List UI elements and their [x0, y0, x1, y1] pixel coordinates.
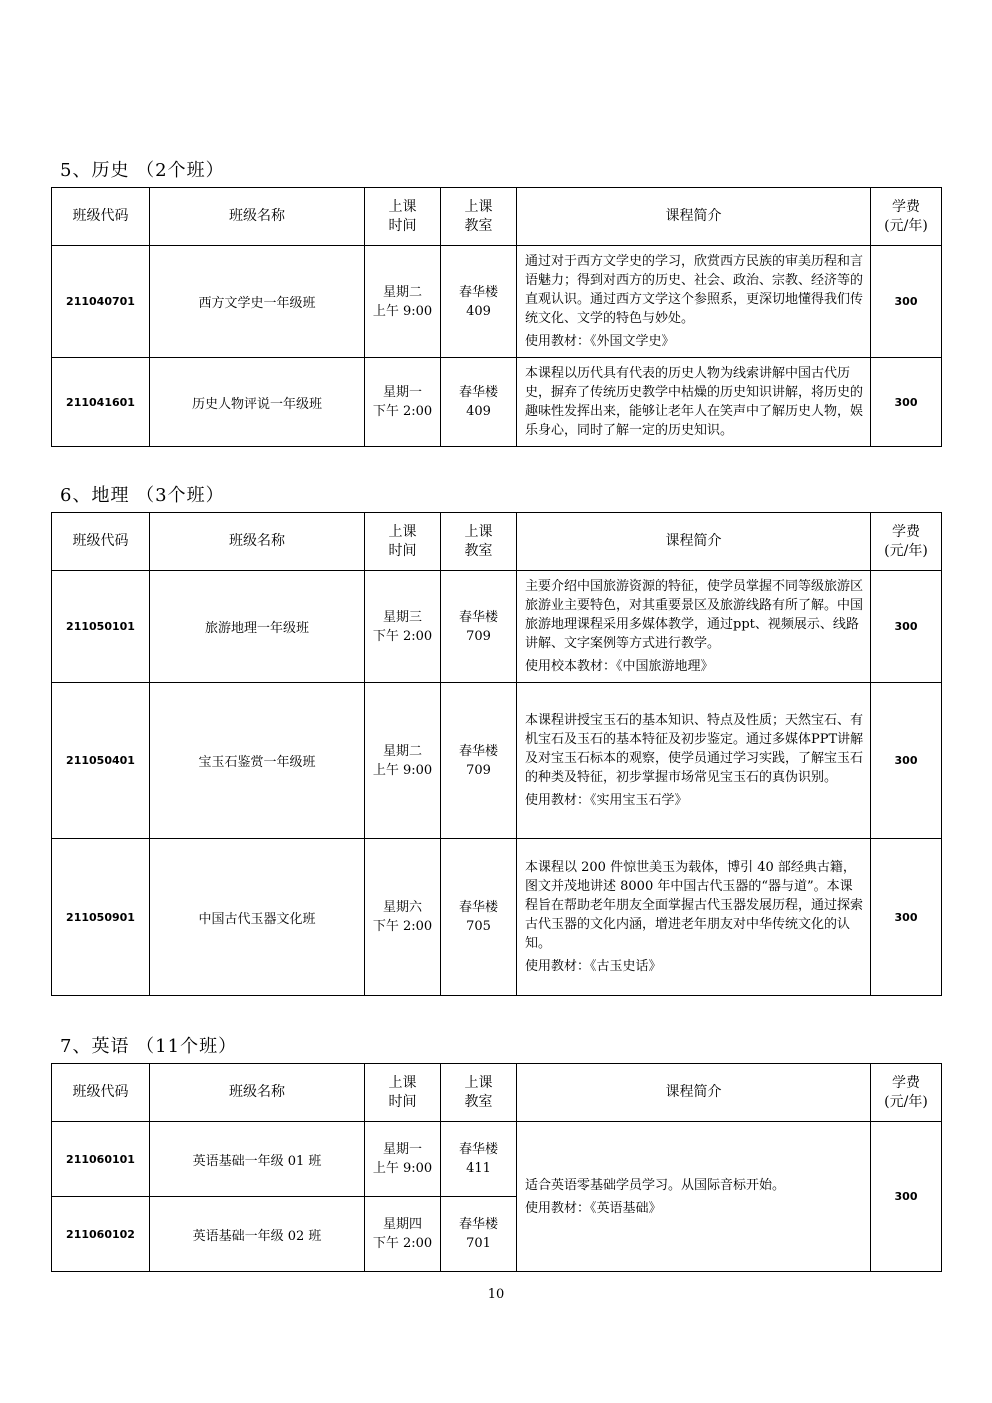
description-text: 适合英语零基础学员学习。从国际音标开始。 [525, 1177, 786, 1193]
page-number: 10 [487, 1287, 505, 1302]
history-table [51, 187, 942, 447]
description-text: 本课程以 200 件惊世美玉为载体，博引 40 部经典古籍，图文并茂地讲述 8000 年中国古代玉器的“器与道”。本课程旨在帮助老年朋友全面掌握古代玉器发展历程，通过探索古代玉器的文化内涵，增进老年朋友对中华传统文化的认知。 [525, 860, 864, 951]
class-name: 旅游地理一年级班 [150, 571, 365, 683]
table-row [52, 571, 942, 683]
class-description [517, 1122, 871, 1272]
class-fee: 300 [871, 683, 942, 839]
class-name: 中国古代玉器文化班 [150, 839, 365, 996]
table-row [52, 246, 942, 358]
class-name: 宝玉石鉴赏一年级班 [150, 683, 365, 839]
class-name: 西方文学史一年级班 [150, 246, 365, 358]
table-header-row [52, 513, 942, 571]
header-desc: 课程简介 [517, 513, 871, 571]
class-time: 星期一 上午 9:00 [365, 1122, 441, 1197]
class-description [517, 683, 871, 839]
class-fee: 300 [871, 839, 942, 996]
class-time: 星期六 下午 2:00 [365, 839, 441, 996]
description-text: 通过对于西方文学史的学习，欣赏西方民族的审美历程和言语魅力；得到对西方的历史、社会、政治、宗教、经济等的直观认识。通过西方文学这个参照系，更深切地懂得我们传统文化、文学的特色与妙处。 [525, 254, 864, 326]
textbook-text: 使用校本教材：《中国旅游地理》 [525, 659, 714, 674]
table-row [52, 358, 942, 447]
header-fee: 学费 (元/年) [871, 513, 942, 571]
description-text: 主要介绍中国旅游资源的特征，使学员掌握不同等级旅游区旅游业主要特色，对其重要景区及旅游线路有所了解。中国旅游地理课程采用多媒体教学，通过ppt、视频展示、线路讲解、文字案例等方式进行教学。 [525, 579, 864, 651]
class-fee: 300 [871, 1122, 942, 1272]
header-desc: 课程简介 [517, 188, 871, 246]
class-code: 211050901 [52, 839, 150, 996]
class-description [517, 839, 871, 996]
class-time: 星期二 上午 9:00 [365, 683, 441, 839]
geography-table [51, 512, 942, 996]
class-code: 211050401 [52, 683, 150, 839]
class-code: 211040701 [52, 246, 150, 358]
textbook-text: 使用教材：《外国文学史》 [525, 334, 675, 349]
class-code: 211060102 [52, 1197, 150, 1272]
class-name: 英语基础一年级 01 班 [150, 1122, 365, 1197]
class-room: 春华楼 709 [441, 683, 517, 839]
class-code: 211060101 [52, 1122, 150, 1197]
section-title-geography: 6、地理 （3个班） [60, 485, 225, 506]
table-header-row [52, 1064, 942, 1122]
class-description [517, 246, 871, 358]
table-header-row [52, 188, 942, 246]
header-fee: 学费 (元/年) [871, 188, 942, 246]
class-name: 历史人物评说一年级班 [150, 358, 365, 447]
header-room: 上课 教室 [441, 513, 517, 571]
class-fee: 300 [871, 358, 942, 447]
class-name: 英语基础一年级 02 班 [150, 1197, 365, 1272]
header-desc: 课程简介 [517, 1064, 871, 1122]
section-title-english: 7、英语 （11个班） [60, 1036, 238, 1057]
header-time: 上课 时间 [365, 188, 441, 246]
class-time: 星期二 上午 9:00 [365, 246, 441, 358]
header-code: 班级代码 [52, 513, 150, 571]
class-description [517, 358, 871, 447]
textbook-text: 使用教材：《古玉史话》 [525, 959, 662, 974]
class-room: 春华楼 409 [441, 358, 517, 447]
class-description [517, 571, 871, 683]
class-code: 211041601 [52, 358, 150, 447]
textbook-text: 使用教材：《实用宝玉石学》 [525, 793, 688, 808]
header-name: 班级名称 [150, 1064, 365, 1122]
class-room: 春华楼 705 [441, 839, 517, 996]
section-title-history: 5、历史 （2个班） [60, 160, 225, 181]
class-fee: 300 [871, 571, 942, 683]
header-code: 班级代码 [52, 1064, 150, 1122]
header-code: 班级代码 [52, 188, 150, 246]
header-time: 上课 时间 [365, 513, 441, 571]
class-fee: 300 [871, 246, 942, 358]
class-room: 春华楼 709 [441, 571, 517, 683]
header-fee: 学费 (元/年) [871, 1064, 942, 1122]
english-table [51, 1063, 942, 1272]
class-time: 星期四 下午 2:00 [365, 1197, 441, 1272]
table-row [52, 683, 942, 839]
class-time: 星期三 下午 2:00 [365, 571, 441, 683]
header-name: 班级名称 [150, 513, 365, 571]
header-time: 上课 时间 [365, 1064, 441, 1122]
description-text: 本课程以历代具有代表的历史人物为线索讲解中国古代历史，摒弃了传统历史教学中枯燥的历史知识讲解，将历史的趣味性发挥出来，能够让老年人在笑声中了解历史人物，娱乐身心，同时了解一定的历史知识。 [525, 366, 864, 438]
table-row [52, 839, 942, 996]
textbook-text: 使用教材：《英语基础》 [525, 1200, 662, 1216]
description-text: 本课程讲授宝玉石的基本知识、特点及性质；天然宝石、有机宝石及玉石的基本特征及初步鉴定。通过多媒体PPT讲解及对宝玉石标本的观察，使学员通过学习实践，了解宝玉石的种类及特征，初步掌握市场常见宝玉石的真伪识别。 [525, 713, 864, 785]
class-room: 春华楼 701 [441, 1197, 517, 1272]
header-room: 上课 教室 [441, 188, 517, 246]
class-room: 春华楼 411 [441, 1122, 517, 1197]
header-name: 班级名称 [150, 188, 365, 246]
header-room: 上课 教室 [441, 1064, 517, 1122]
table-row [52, 1122, 942, 1197]
class-code: 211050101 [52, 571, 150, 683]
class-time: 星期一 下午 2:00 [365, 358, 441, 447]
class-room: 春华楼 409 [441, 246, 517, 358]
